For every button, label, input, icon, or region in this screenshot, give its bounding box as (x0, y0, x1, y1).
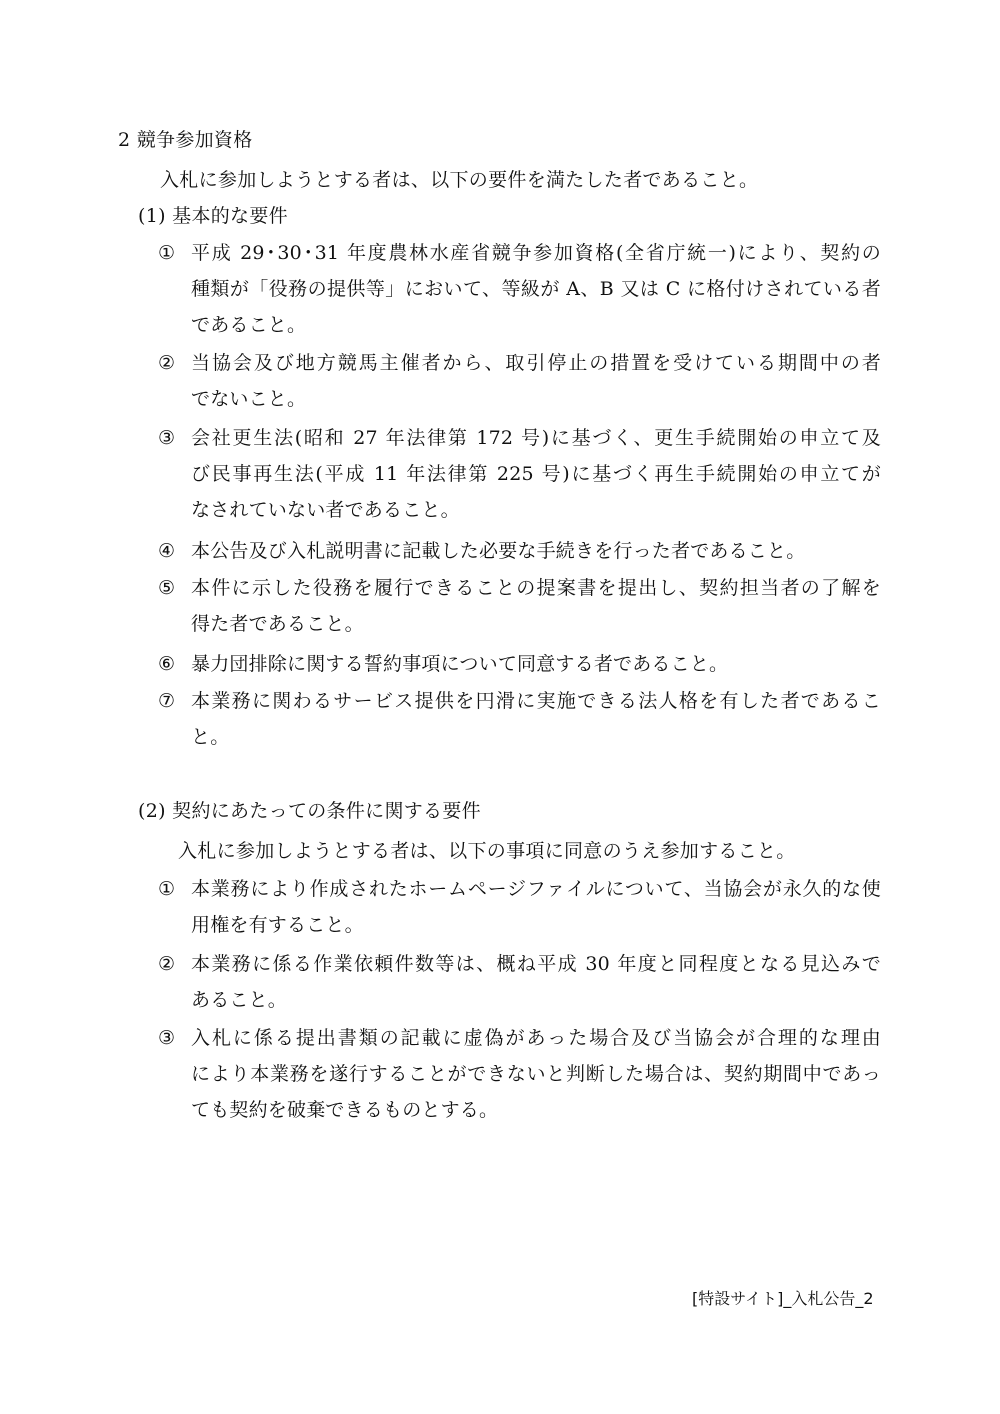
list-item-line: 暴力団排除に関する誓約事項について同意する者であること。 (191, 653, 729, 675)
page-footer: [特設サイト]_入札公告_2 (692, 1289, 874, 1308)
list-item-line: と。 (191, 726, 230, 748)
list-item-line: 本業務に係る作業依頼件数等は、概ね平成 30 年度と同程度となる見込みで (191, 953, 881, 975)
list-item-line: あること。 (191, 989, 288, 1011)
list-item-number: ① (158, 242, 176, 264)
list-item-line: 本件に示した役務を履行できることの提案書を提出し、契約担当者の了解を (191, 577, 881, 599)
list-item (191, 1020, 881, 1128)
list-item-number: ④ (158, 540, 176, 562)
list-item-number: ③ (158, 427, 176, 449)
list-item-line: なされていない者であること。 (191, 499, 460, 521)
list-item (191, 533, 881, 569)
list-item-line: 本業務により作成されたホームページファイルについて、当協会が永久的な使 (191, 878, 881, 900)
section-intro: 入札に参加しようとする者は、以下の要件を満たした者であること。 (160, 169, 759, 191)
list-item (191, 570, 881, 642)
list-item-number: ⑦ (158, 690, 176, 712)
list-item-line: 用権を有すること。 (191, 914, 364, 936)
list-item-line: であること。 (191, 314, 307, 336)
list-item-number: ② (158, 352, 176, 374)
list-item-line: により本業務を遂行することができないと判断した場合は、契約期間中であっ (191, 1063, 881, 1085)
list-item-line: 入札に係る提出書類の記載に虚偽があった場合及び当協会が合理的な理由 (191, 1027, 881, 1049)
list-item-line: 本公告及び入札説明書に記載した必要な手続きを行った者であること。 (191, 540, 806, 562)
list-item-line: び民事再生法(平成 11 年法律第 225 号)に基づく再生手続開始の申立てが (191, 463, 881, 485)
basic-requirements-title: (1) 基本的な要件 (138, 205, 288, 227)
list-item-number: ⑥ (158, 653, 176, 675)
list-item (191, 646, 881, 682)
list-item-line: でないこと。 (191, 388, 307, 410)
list-item-line: 会社更生法(昭和 27 年法律第 172 号)に基づく、更生手続開始の申立て及 (191, 427, 881, 449)
list-item-line: 当協会及び地方競馬主催者から、取引停止の措置を受けている期間中の者 (191, 352, 881, 374)
list-item-line: 平成 29･30･31 年度農林水産省競争参加資格(全省庁統一)により、契約の (191, 242, 881, 264)
list-item-number: ③ (158, 1027, 176, 1049)
list-item (191, 683, 881, 755)
list-item-number: ② (158, 953, 176, 975)
list-item-line: ても契約を破棄できるものとする。 (191, 1099, 499, 1121)
list-item-line: 得た者であること。 (191, 613, 364, 635)
list-item (191, 420, 881, 528)
list-item-line: 本業務に関わるサービス提供を円滑に実施できる法人格を有した者であるこ (191, 690, 881, 712)
list-item (191, 345, 881, 417)
section-heading: 2 競争参加資格 (118, 129, 253, 151)
list-item (191, 235, 881, 343)
list-item (191, 946, 881, 1018)
list-item-number: ⑤ (158, 577, 176, 599)
list-item (191, 871, 881, 943)
list-item-line: 種類が「役務の提供等」において、等級が A、B 又は C に格付けされている者 (191, 278, 881, 300)
list-item-number: ① (158, 878, 176, 900)
contract-intro: 入札に参加しようとする者は、以下の事項に同意のうえ参加すること。 (178, 840, 796, 862)
contract-requirements-title: (2) 契約にあたっての条件に関する要件 (138, 800, 481, 822)
